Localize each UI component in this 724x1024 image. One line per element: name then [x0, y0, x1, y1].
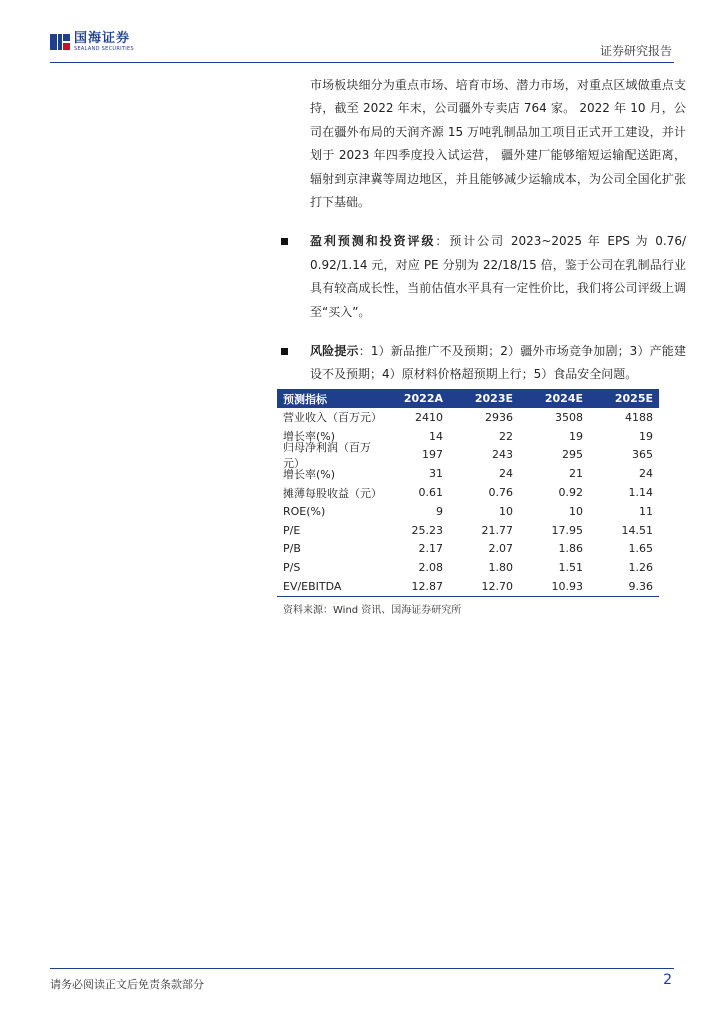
value-cell: 9 [436, 504, 443, 518]
value-cell: 10 [569, 504, 583, 518]
value-cell: 2936 [485, 410, 513, 424]
value-cell: 2.07 [488, 542, 513, 556]
value-cell: 4188 [625, 410, 653, 424]
table-source-note: 资料来源：Wind 资讯、国海证券研究所 [283, 604, 462, 616]
logo-mark-icon [50, 32, 70, 52]
value-cell: 25.23 [411, 523, 443, 537]
disclaimer-note: 请务必阅读正文后免责条款部分 [50, 978, 204, 991]
table-header-cell: 2025E [614, 392, 653, 405]
table-header-cell: 2022A [403, 392, 443, 405]
footer-divider [50, 968, 674, 969]
value-cell: 1.26 [628, 561, 653, 575]
page-header [50, 30, 674, 60]
square-bullet-icon [281, 238, 288, 245]
value-cell: 14 [429, 429, 443, 443]
value-cell: 1.51 [558, 561, 583, 575]
table-row [277, 483, 659, 502]
value-cell: 1.65 [628, 542, 653, 556]
table-row [277, 558, 659, 577]
row-label-cell: P/B [283, 542, 301, 556]
row-label-cell: P/S [283, 561, 301, 575]
logo-en-text: SEALAND SECURITIES [74, 46, 134, 52]
row-label-cell: 摊薄每股收益（元） [283, 486, 382, 500]
company-logo [50, 32, 134, 52]
value-cell: 12.87 [411, 580, 443, 594]
value-cell: 2.08 [418, 561, 443, 575]
row-label-cell: 归母净利润（百万元） [283, 441, 371, 470]
value-cell: 10.93 [551, 580, 583, 594]
value-cell: 21 [569, 467, 583, 481]
value-cell: 21.77 [481, 523, 513, 537]
value-cell: 2410 [415, 410, 443, 424]
table-row [277, 464, 659, 483]
value-cell: 24 [499, 467, 513, 481]
square-bullet-icon [281, 348, 288, 355]
row-label-cell: 增长率(%) [283, 430, 336, 444]
value-cell: 14.51 [621, 523, 653, 537]
value-cell: 10 [499, 504, 513, 518]
forecast-table [277, 389, 659, 616]
forecast-section [310, 230, 686, 324]
value-cell: 17.95 [551, 523, 583, 537]
risk-title: 风险提示 [310, 344, 359, 359]
table-row [277, 502, 659, 521]
value-cell: 0.92 [558, 486, 583, 500]
table-header-cell: 2023E [474, 392, 513, 405]
value-cell: 197 [422, 448, 443, 462]
table-bottom-rule [277, 596, 659, 597]
table-header-cell: 2024E [544, 392, 583, 405]
table-row [277, 577, 659, 596]
table-body [277, 408, 659, 596]
forecast-text: ：预计公司 2023~2025 年 EPS 为 0.76/ 0.92/1.14 元，对应 PE 分别为 22/18/15 倍，鉴于公司在乳制品行业具有较高成长性，当前估值水平具有一定性价比，我们将公司评级上调至“买入”。 [310, 234, 686, 319]
doc-type-label: 证券研究报告 [599, 44, 672, 58]
page-number: 2 [663, 972, 672, 988]
header-divider [50, 62, 674, 63]
row-label-cell: P/E [283, 523, 301, 537]
logo-cn-text: 国海证券 [74, 31, 131, 46]
value-cell: 2.17 [418, 542, 443, 556]
intro-paragraph: 市场板块细分为重点市场、培育市场、潜力市场，对重点区域做重点支持，截至 2022 年末，公司疆外专卖店 764 家。 2022 年 10 月，公司在疆外布局的天润齐源 15 万吨乳制品加工项目正式开工建设，并计划于 2023 年四季度投入试运营， 疆外建厂能够缩短运输配送距离，辐射到京津冀等周边地区，并且能够减少运输成本，为公司全国化扩张打下基础。 [310, 78, 686, 210]
value-cell: 0.61 [418, 486, 443, 500]
value-cell: 1.80 [488, 561, 513, 575]
report-body [310, 74, 686, 387]
value-cell: 295 [562, 448, 583, 462]
row-label-cell: 增长率(%) [283, 467, 336, 481]
value-cell: 11 [639, 504, 653, 518]
risk-text: ：1）新品推广不及预期；2）疆外市场竞争加剧；3）产能建设不及预期；4）原材料价格超预期上行；5）食品安全问题。 [310, 344, 686, 382]
value-cell: 1.14 [628, 486, 653, 500]
value-cell: 0.76 [488, 486, 513, 500]
value-cell: 19 [569, 429, 583, 443]
value-cell: 22 [499, 429, 513, 443]
row-label-cell: ROE(%) [283, 504, 326, 518]
value-cell: 243 [492, 448, 513, 462]
risk-section [310, 340, 686, 387]
value-cell: 3508 [555, 410, 583, 424]
value-cell: 12.70 [481, 580, 513, 594]
value-cell: 1.86 [558, 542, 583, 556]
table-header-cell: 预测指标 [283, 392, 327, 406]
table-row [277, 521, 659, 540]
value-cell: 31 [429, 467, 443, 481]
table-row [277, 408, 659, 427]
value-cell: 9.36 [628, 580, 653, 594]
row-label-cell: 营业收入（百万元） [283, 411, 382, 425]
value-cell: 19 [639, 429, 653, 443]
value-cell: 365 [632, 448, 653, 462]
table-header-row [277, 389, 659, 408]
row-label-cell: EV/EBITDA [283, 580, 342, 594]
forecast-title: 盈利预测和投资评级 [310, 234, 436, 249]
table-row [277, 441, 659, 470]
table-row [277, 540, 659, 559]
value-cell: 24 [639, 467, 653, 481]
